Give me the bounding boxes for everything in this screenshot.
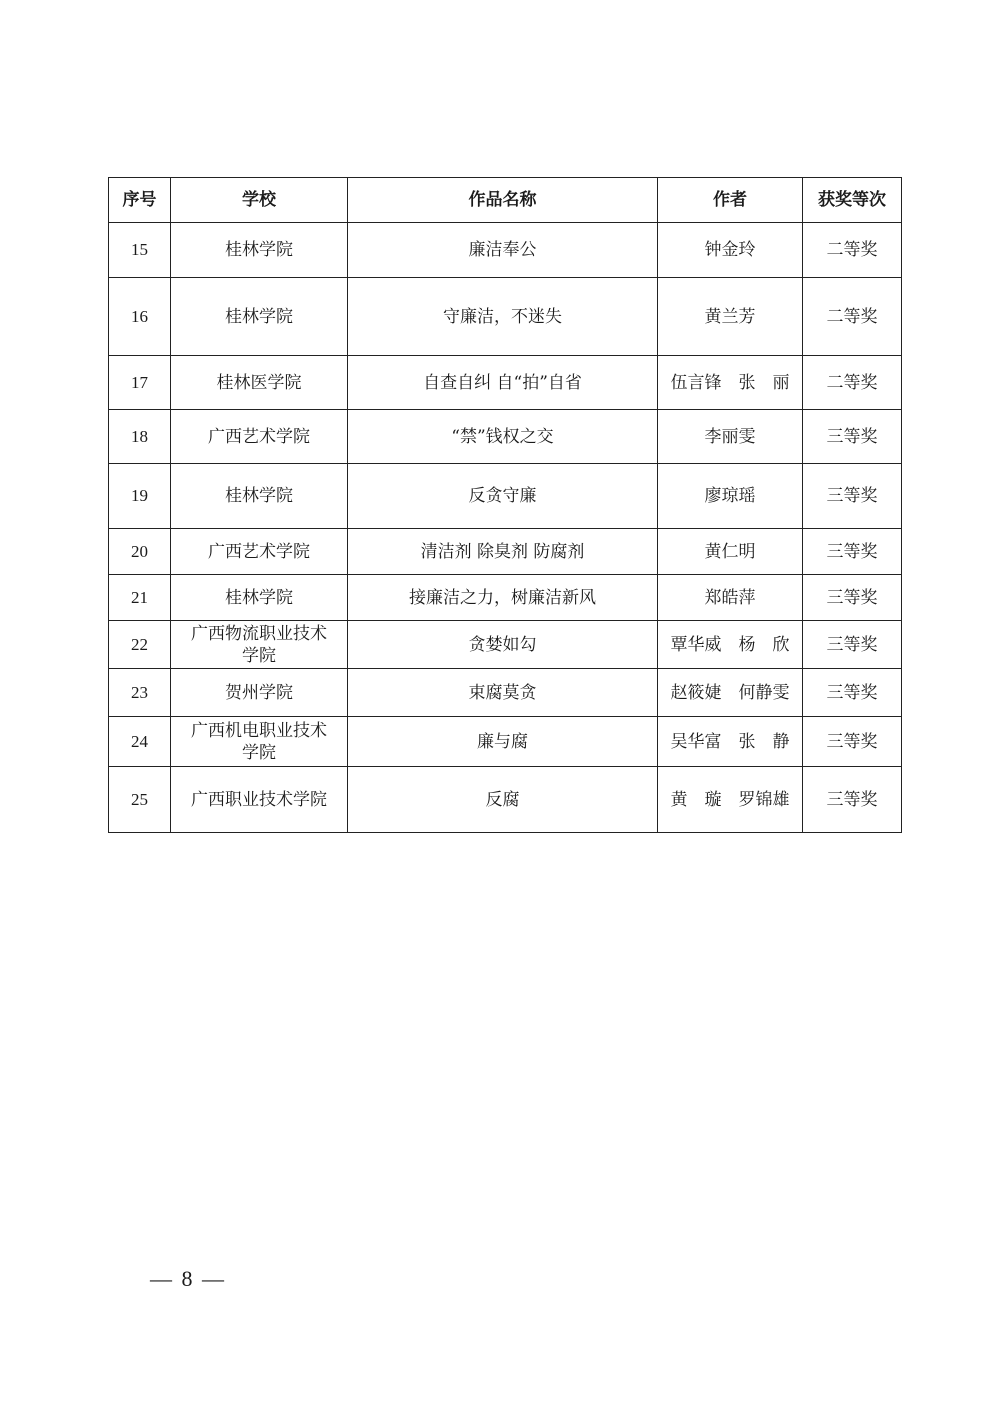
cell-work: 反腐 xyxy=(348,767,658,833)
cell-index: 19 xyxy=(109,464,171,529)
header-school: 学校 xyxy=(171,178,348,223)
cell-school: 广西物流职业技术学院 xyxy=(171,621,348,669)
table-row xyxy=(109,356,902,410)
cell-author: 钟金玲 xyxy=(658,223,803,278)
table-row xyxy=(109,669,902,717)
header-work: 作品名称 xyxy=(348,178,658,223)
cell-award: 二等奖 xyxy=(803,278,902,356)
cell-award: 三等奖 xyxy=(803,669,902,717)
awards-table xyxy=(108,177,902,833)
table-row xyxy=(109,464,902,529)
table-row xyxy=(109,223,902,278)
cell-index: 16 xyxy=(109,278,171,356)
cell-school: 广西机电职业技术学院 xyxy=(171,717,348,767)
cell-author: 伍言锋 张 丽 xyxy=(658,356,803,410)
table-row xyxy=(109,410,902,464)
cell-award: 三等奖 xyxy=(803,464,902,529)
page-number: — 8 — xyxy=(150,1266,226,1291)
cell-author: 黄兰芳 xyxy=(658,278,803,356)
table-row xyxy=(109,717,902,767)
cell-award: 三等奖 xyxy=(803,621,902,669)
cell-work: “禁”钱权之交 xyxy=(348,410,658,464)
header-author: 作者 xyxy=(658,178,803,223)
cell-author: 郑皓萍 xyxy=(658,575,803,621)
cell-work: 自查自纠 自“拍”自省 xyxy=(348,356,658,410)
cell-index: 21 xyxy=(109,575,171,621)
cell-work: 反贪守廉 xyxy=(348,464,658,529)
cell-index: 22 xyxy=(109,621,171,669)
header-index: 序号 xyxy=(109,178,171,223)
header-row xyxy=(109,178,902,223)
cell-award: 二等奖 xyxy=(803,356,902,410)
cell-index: 18 xyxy=(109,410,171,464)
cell-index: 23 xyxy=(109,669,171,717)
cell-award: 三等奖 xyxy=(803,767,902,833)
cell-award: 三等奖 xyxy=(803,717,902,767)
cell-school: 广西职业技术学院 xyxy=(171,767,348,833)
cell-award: 三等奖 xyxy=(803,529,902,575)
cell-school: 桂林学院 xyxy=(171,223,348,278)
cell-award: 三等奖 xyxy=(803,410,902,464)
cell-index: 15 xyxy=(109,223,171,278)
cell-index: 25 xyxy=(109,767,171,833)
table-row xyxy=(109,575,902,621)
cell-author: 李丽雯 xyxy=(658,410,803,464)
cell-school: 广西艺术学院 xyxy=(171,529,348,575)
table-row xyxy=(109,529,902,575)
cell-work: 廉与腐 xyxy=(348,717,658,767)
table-row xyxy=(109,278,902,356)
cell-school: 广西艺术学院 xyxy=(171,410,348,464)
cell-award: 二等奖 xyxy=(803,223,902,278)
cell-work: 贪婪如勾 xyxy=(348,621,658,669)
cell-school: 贺州学院 xyxy=(171,669,348,717)
cell-index: 24 xyxy=(109,717,171,767)
cell-work: 廉洁奉公 xyxy=(348,223,658,278)
cell-author: 赵筱婕 何静雯 xyxy=(658,669,803,717)
cell-work: 守廉洁，不迷失 xyxy=(348,278,658,356)
cell-award: 三等奖 xyxy=(803,575,902,621)
table-row xyxy=(109,621,902,669)
cell-index: 20 xyxy=(109,529,171,575)
cell-work: 清洁剂 除臭剂 防腐剂 xyxy=(348,529,658,575)
header-award: 获奖等次 xyxy=(803,178,902,223)
cell-school: 桂林学院 xyxy=(171,464,348,529)
cell-school: 桂林医学院 xyxy=(171,356,348,410)
cell-author: 吴华富 张 静 xyxy=(658,717,803,767)
cell-work: 束腐莫贪 xyxy=(348,669,658,717)
cell-author: 黄仁明 xyxy=(658,529,803,575)
cell-author: 覃华威 杨 欣 xyxy=(658,621,803,669)
cell-index: 17 xyxy=(109,356,171,410)
cell-author: 廖琼瑶 xyxy=(658,464,803,529)
cell-school: 桂林学院 xyxy=(171,278,348,356)
cell-author: 黄 璇 罗锦雄 xyxy=(658,767,803,833)
cell-work: 接廉洁之力，树廉洁新风 xyxy=(348,575,658,621)
table-row xyxy=(109,767,902,833)
cell-school: 桂林学院 xyxy=(171,575,348,621)
